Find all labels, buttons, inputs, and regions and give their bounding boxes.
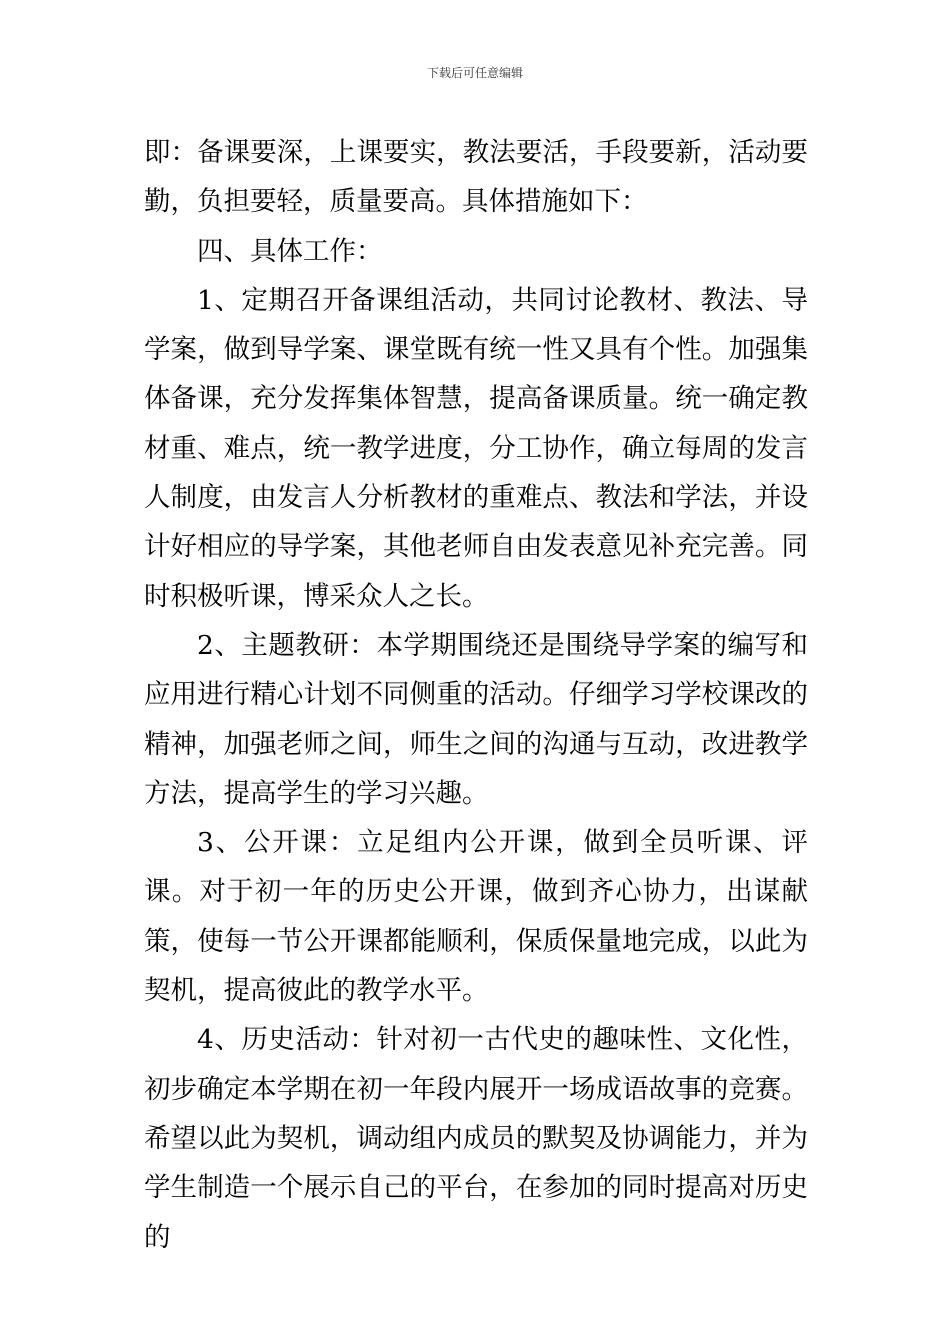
document-body — [144, 128, 808, 1262]
paragraph-item-2: 2、主题教研：本学期围绕还是围绕导学案的编写和应用进行精心计划不同侧重的活动。仔细学习学校课改的精神，加强老师之间，师生之间的沟通与互动，改进教学方法，提高学生的学习兴趣。 — [144, 629, 808, 809]
paragraph-intro: 即：备课要深，上课要实，教法要活，手段要新，活动要勤，负担要轻，质量要高。具体措施如下： — [144, 137, 808, 218]
paragraph-item-3: 3、公开课：立足组内公开课，做到全员听课、评课。对于初一年的历史公开课，做到齐心协力，出谋献策，使每一节公开课都能顺利，保质保量地完成，以此为契机，提高彼此的教学水平。 — [144, 827, 808, 1007]
section-heading: 四、具体工作： — [197, 235, 383, 267]
paragraph-item-1: 1、定期召开备课组活动，共同讨论教材、教法、导学案，做到导学案、课堂既有统一性又具有个性。加强集体备课，充分发挥集体智慧，提高备课质量。统一确定教材重、难点，统一教学进度，分工协作，确立每周的发言人制度，由发言人分析教材的重难点、教法和学法，并设计好相应的导学案，其他老师自由发表意见补充完善。同时积极听课，博采众人之长。 — [144, 284, 808, 612]
paragraph-item-4: 4、历史活动：针对初一古代史的趣味性、文化性，初步确定本学期在初一年段内展开一场成语故事的竞赛。希望以此为契机，调动组内成员的默契及协调能力，并为学生制造一个展示自己的平台，在参加的同时提高对历史的 — [144, 1024, 808, 1253]
page-header: 下载后可任意编辑 — [426, 66, 523, 80]
